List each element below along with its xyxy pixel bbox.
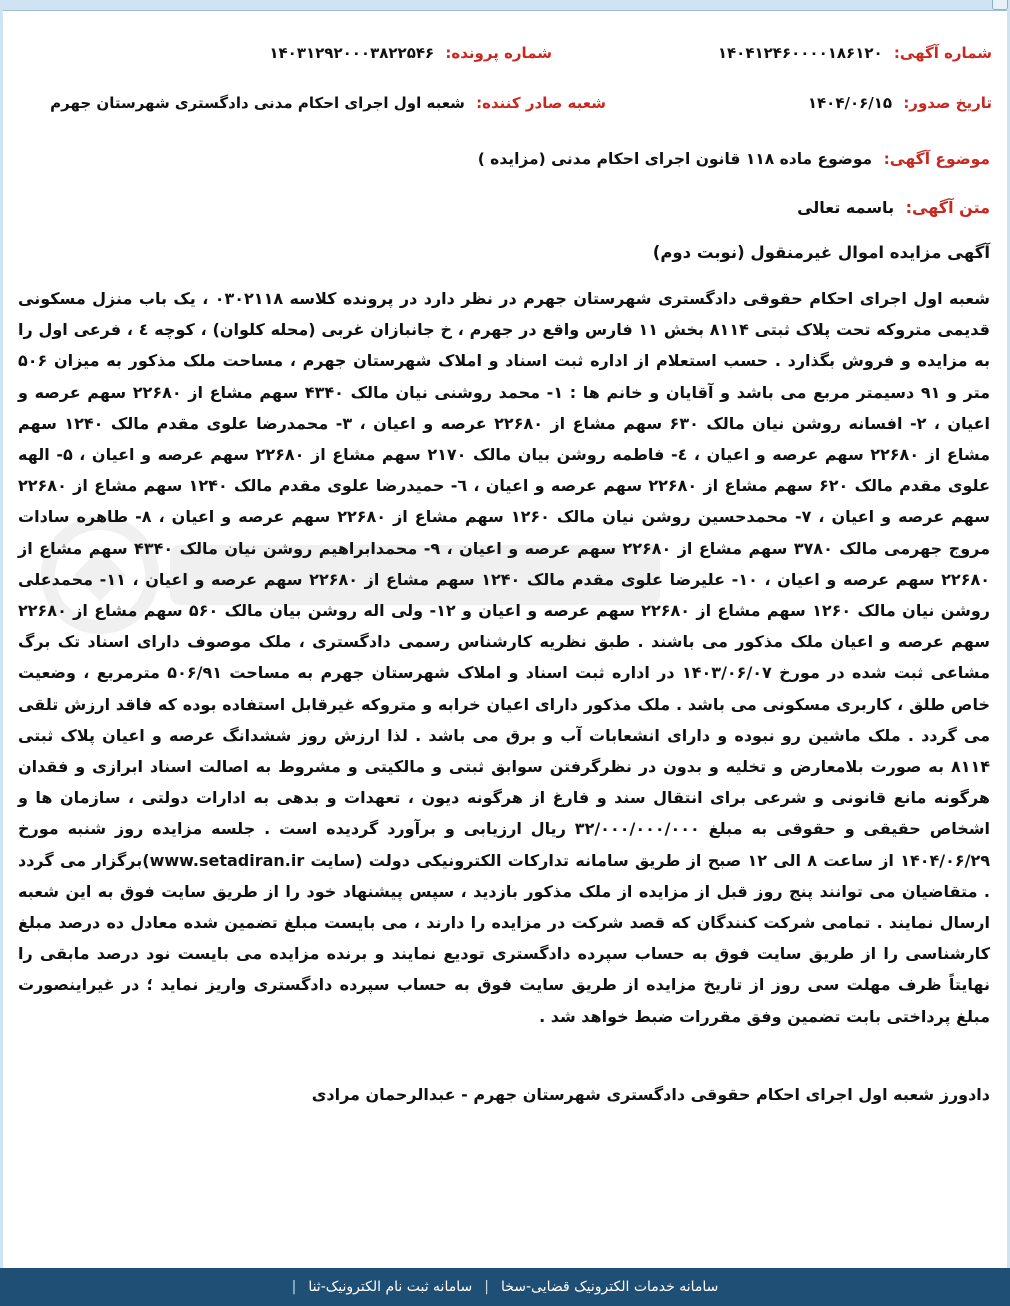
notice-body: شعبه اول اجرای احکام حقوقی دادگستری شهرستان جهرم در نظر دارد در پرونده کلاسه ۰۳۰۲۱۱۸ ، یک باب منزل مسکونی قدیمی متروکه تحت پلاک ثبتی ۸۱۱۴ بخش ۱۱ فارس واقع در جهرم ، خ جانبازان غربی (محله کلوان) ، کوچه ٤ ، فرعی اول را به مزایده و فروش بگذارد . حسب استعلام از اداره ثبت اسناد و املاک شهرستان جهرم ، مساحت ملک مذکور به میزان ۵۰۶ متر و ۹۱ دسیمتر مربع می باشد و آقایان و خانم ها : ۱- محمد روشنی نیان مالک ۴۳۴۰ سهم مشاع از ۲۲۶۸۰ سهم عرصه و اعیان ، ۲- افسانه روشن نیان مالک ۶۳۰ سهم مشاع از ۲۲۶۸۰ عرصه و اعیان ، ۳- محمدرضا علوی مقدم مالک ۱۲۴۰ سهم مشاع از ۲۲۶۸۰ سهم عرصه و اعیان ، ٤- فاطمه روشن بیان مالک ۲۱۷۰ سهم مشاع از ۲۲۶۸۰ سهم عرصه و اعیان ، ۵- الهه علوی مقدم مالک ۶۲۰ سهم مشاع از ۲۲۶۸۰ سهم عرصه و اعیان ، ٦- حمیدرضا علوی مقدم مالک ۱۲۴۰ سهم مشاع از ۲۲۶۸۰ سهم عرصه و اعیان ، ۷- محمدحسین روشن نیان مالک ۱۲۶۰ سهم مشاع از ۲۲۶۸۰ سهم عرصه و اعیان ، ۸- طاهره سادات مروج جهرمی مالک ۳۷۸۰ سهم مشاع از ۲۲۶۸۰ سهم عرصه و اعیان ، ۹- محمدابراهیم روشن نیان مالک ۴۳۴۰ سهم مشاع از ۲۲۶۸۰ سهم عرصه و اعیان ، ۱۰- علیرضا علوی مقدم مالک ۱۲۴۰ سهم مشاع از ۲۲۶۸۰ سهم عرصه و اعیان ، ۱۱- محمدعلی روشن نیان مالک ۱۲۶۰ سهم مشاع از ۲۲۶۸۰ سهم عرصه و اعیان و ۱۲- ولی اله روشن بیان مالک ۵۶۰ سهم مشاع از ۲۲۶۸۰ سهم عرصه و اعیان ملک مذکور می باشند . طبق نظریه کارشناس رسمی دادگستری ، ملک موصوف دارای اسناد تک برگ مشاعی ثبت شده در مورخ ۱۴۰۳/۰۶/۰۷ در اداره ثبت اسناد و املاک شهرستان جهرم به مساحت ۵۰۶/۹۱ مترمربع ، وضعیت خاص طلق ، کاربری مسکونی می باشد . ملک مذکور دارای اعیان خرابه و متروکه غیرقابل استفاده بوده که فاقد ارزش تلقی می گردد . ملک ماشین رو نبوده و دارای انشعابات آب و برق می باشد . لذا ارزش روز ششدانگ عرصه و اعیان پلاک ثبتی ۸۱۱۴ به صورت بلامعارض و تخلیه و بدون در نظرگرفتن سوابق ثبتی و مالکیتی و مشروط به اصالت اسناد ابرازی و فقدان هرگونه مانع قانونی و شرعی برای انتقال سند و فارغ از هرگونه دیون ، تعهدات و بدهی به ادارات دولتی ، سازمان ها و اشخاص حقیقی و حقوقی به مبلغ ۳۲/۰۰۰/۰۰۰/۰۰۰ ریال ارزیابی و برآورد گردیده است . جلسه مزایده روز شنبه مورخ ۱۴۰۴/۰۶/۲۹ از ساعت ۸ الی ۱۲ صبح از طریق سامانه تدارکات الکترونیکی دولت (سایت www.setadiran.ir)برگزار می گردد . متقاضیان می توانند پنج روز قبل از مزایده از ملک مذکور بازدید ، سپس پیشنهاد خود را از طریق سایت فوق به این شعبه ارسال نمایند . تمامی شرکت کنندگان که قصد شرکت در مزایده را دارند ، می بایست مبلغ تضمین شده معادل ده درصد مبلغ کارشناسی را از طریق سایت فوق به حساب سپرده دادگستری تودیع نمایند و برنده مزایده می بایست نود درصد مابقی را نهایتاً ظرف مهلت سی روز از تاریخ مزایده از طریق سایت فوق به حساب سپرده دادگستری واریز نماید ؛ در غیراینصورت مبلغ پرداختی بابت تضمین وفق مقررات ضبط خواهد شد . [18, 289, 991, 1026]
subject-field [30, 150, 990, 168]
window-control-icon[interactable] [992, 0, 1008, 10]
issuer-value: شعبه اول اجرای احکام مدنی دادگستری شهرستان جهرم [50, 94, 465, 112]
notice-text-field [20, 198, 990, 217]
signature-line: دادورز شعبه اول اجرای احکام حقوقی دادگستری شهرستان جهرم - عبدالرحمان مرادی [311, 1085, 990, 1104]
case-number-label: شماره پرونده: [445, 44, 552, 62]
issue-date-label: تاریخ صدور: [903, 94, 992, 112]
subject-label: موضوع آگهی: [883, 150, 990, 168]
case-number-field [269, 44, 552, 74]
footer-link-sana[interactable]: سامانه ثبت نام الکترونیک-ثنا [308, 1279, 473, 1295]
issuer-label: شعبه صادر کننده: [476, 94, 606, 112]
frame-border-left [0, 10, 3, 1268]
footer-bar [0, 1268, 1010, 1306]
footer-separator-end: | [291, 1279, 297, 1295]
notice-text-label: متن آگهی: [905, 198, 990, 217]
notice-number-value: ۱۴۰۴۱۲۴۶۰۰۰۰۱۸۶۱۲۰ [717, 44, 883, 62]
notice-number-field [718, 44, 992, 74]
notice-heading: آگهی مزایده اموال غیرمنقول (نوبت دوم) [652, 243, 990, 262]
footer-link-sakha[interactable]: سامانه خدمات الکترونیک قضایی-سخا [500, 1279, 719, 1295]
window-top-bar [0, 0, 1010, 11]
notice-text-value: باسمه تعالی [797, 198, 895, 217]
footer-separator: | [484, 1279, 489, 1295]
issuer-field [50, 94, 606, 124]
issue-date-value: ۱۴۰۴/۰۶/۱۵ [807, 94, 893, 112]
notice-number-label: شماره آگهی: [893, 44, 992, 62]
case-number-value: ۱۴۰۳۱۲۹۲۰۰۰۳۸۲۲۵۴۶ [269, 44, 435, 62]
subject-value: موضوع ماده ۱۱۸ قانون اجرای احکام مدنی (مزایده ) [477, 150, 873, 168]
issue-date-field [808, 94, 992, 124]
